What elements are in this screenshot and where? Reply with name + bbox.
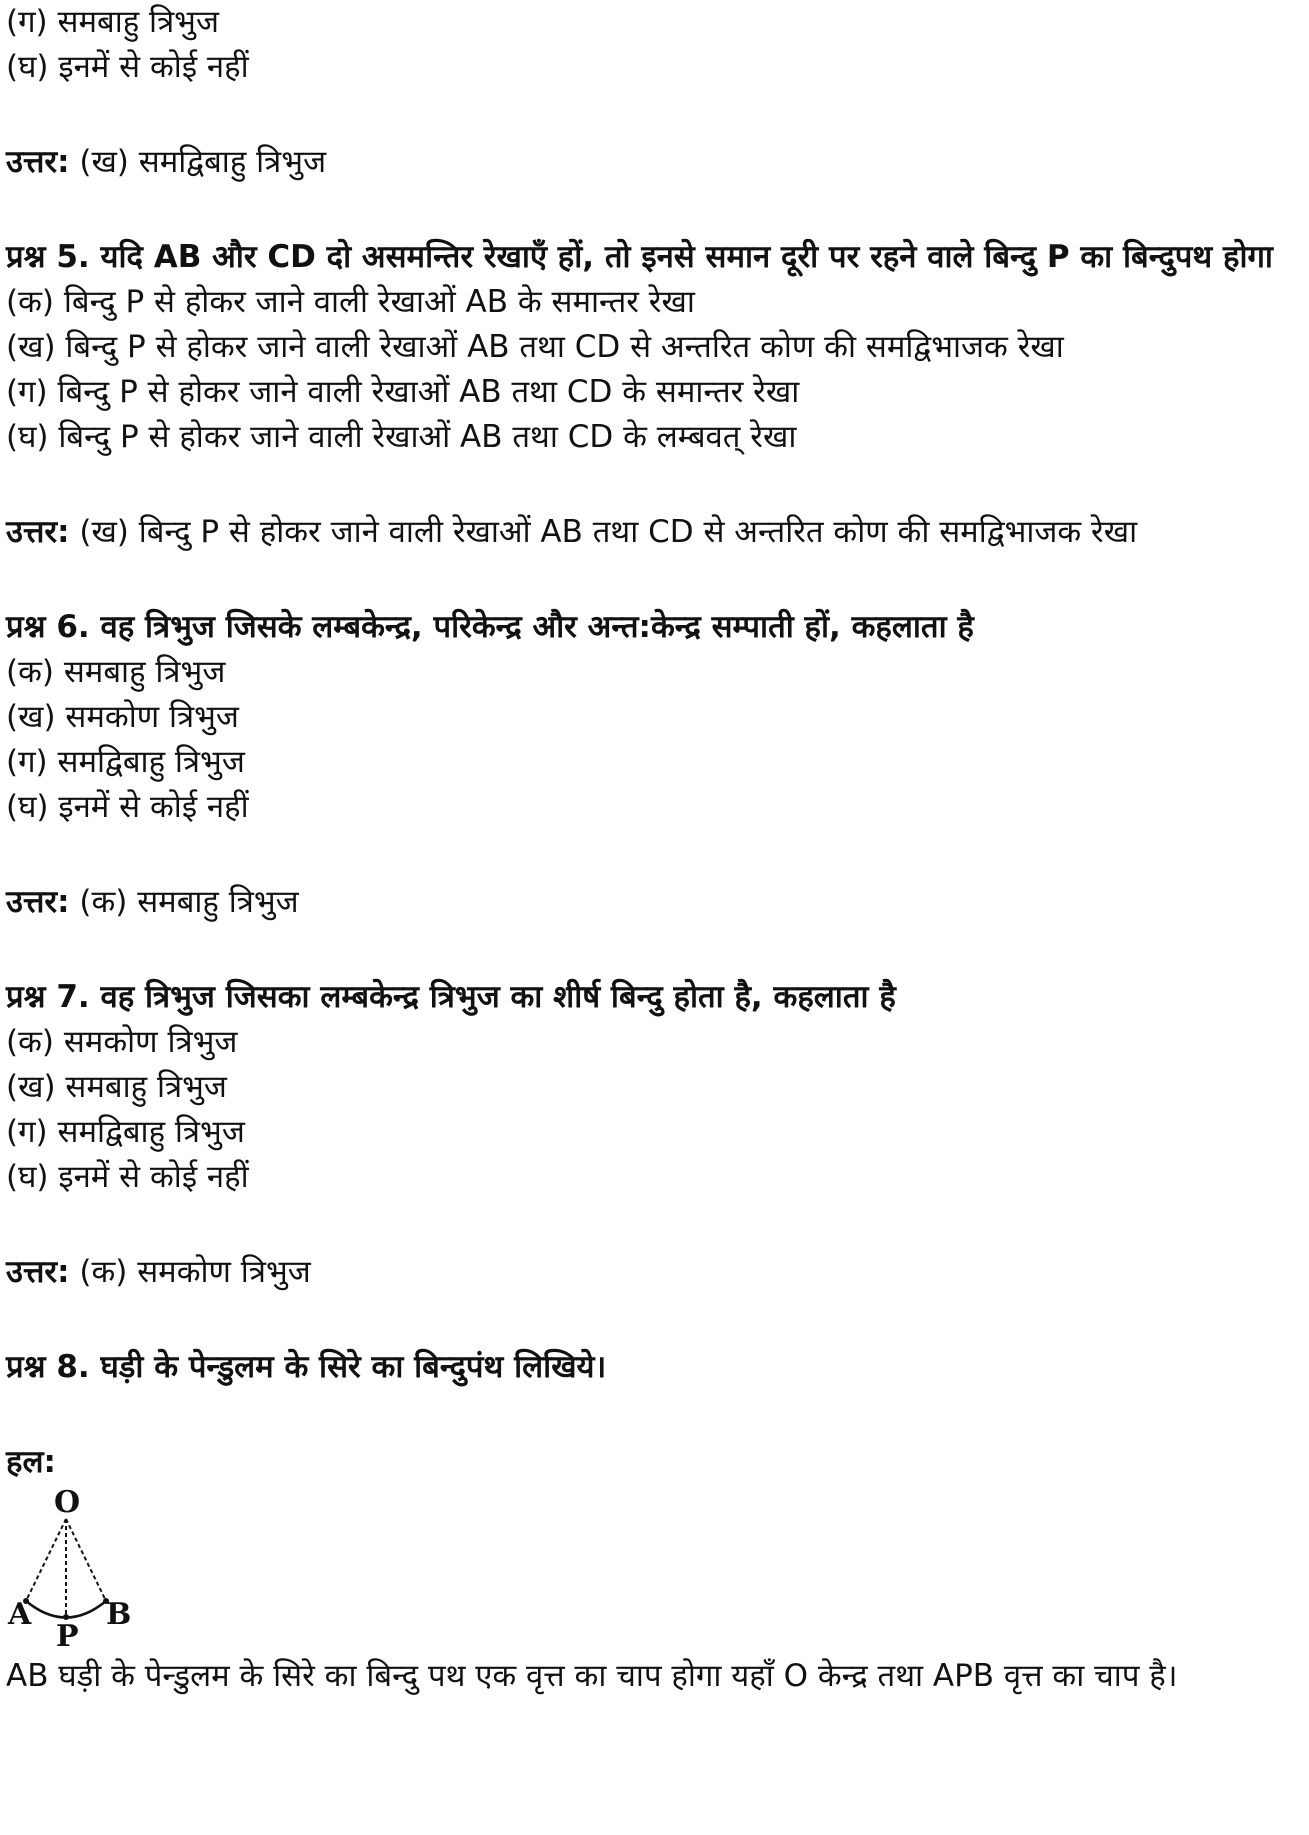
answer-label: उत्तर: [6,1254,70,1290]
q4-option-c: (ग) समबाहु त्रिभुज [6,4,219,40]
q8-question: प्रश्न 8. घड़ी के पेन्डुलम के सिरे का बिन्दुपंथ लिखिये। [6,1349,607,1385]
q6-option-d: (घ) इनमें से कोई नहीं [6,789,249,825]
q8-solution-label: हल: [6,1444,56,1480]
answer-label: उत्तर: [6,144,70,180]
label-p: P [56,1619,79,1654]
answer-text: (ख) बिन्दु P से होकर जाने वाली रेखाओं AB तथा CD से अन्तरित कोण की समद्विभाजक रेखा [69,514,1138,550]
answer-text: (क) समबाहु त्रिभुज [69,884,299,920]
q7-answer [6,1250,1306,1295]
q5-option-b: (ख) बिन्दु P से होकर जाने वाली रेखाओं AB तथा CD से अन्तरित कोण की समद्विभाजक रेखा [6,329,1064,365]
q7-option-b: (ख) समबाहु त्रिभुज [6,1069,227,1105]
q6-question: प्रश्न 6. वह त्रिभुज जिसके लम्बकेन्द्र, परिकेन्द्र और अन्त:केन्द्र सम्पाती हों, कहलाता है [6,609,974,645]
answer-text: (क) समकोण त्रिभुज [69,1254,311,1290]
q6-option-c: (ग) समद्विबाहु त्रिभुज [6,744,245,780]
label-b: B [106,1597,132,1632]
q7-option-d: (घ) इनमें से कोई नहीं [6,1159,249,1195]
q5-option-c: (ग) बिन्दु P से होकर जाने वाली रेखाओं AB तथा CD के समान्तर रेखा [6,374,800,410]
q6-option-a: (क) समबाहु त्रिभुज [6,654,226,690]
q4-answer [6,140,1306,185]
q7-option-a: (क) समकोण त्रिभुज [6,1024,238,1060]
answer-text: (ख) समद्विबाहु त्रिभुज [69,144,327,180]
q8-solution-text: AB घड़ी के पेन्डुलम के सिरे का बिन्दु पथ एक वृत्त का चाप होगा यहाँ O केन्द्र तथा APB वृत्त का चाप है। [6,1658,1178,1694]
q5-answer [6,510,1306,555]
q6-option-b: (ख) समकोण त्रिभुज [6,699,239,735]
pendulum-left-string [26,1519,66,1601]
q7-question: प्रश्न 7. वह त्रिभुज जिसका लम्बकेन्द्र त्रिभुज का शीर्ष बिन्दु होता है, कहलाता है [6,979,896,1015]
q5-question: प्रश्न 5. यदि AB और CD दो असमन्तिर रेखाएँ हों, तो इनसे समान दूरी पर रहने वाले बिन्दु P का बिन्दुपथ होगा [6,239,1273,275]
q5-option-a: (क) बिन्दु P से होकर जाने वाली रेखाओं AB के समान्तर रेखा [6,284,695,320]
answer-label: उत्तर: [6,514,70,550]
q4-option-d: (घ) इनमें से कोई नहीं [6,49,249,85]
label-o: O [54,1485,81,1520]
document-page [6,0,1306,1699]
label-a: A [8,1597,32,1632]
pendulum-figure [6,1485,136,1654]
q5-option-d: (घ) बिन्दु P से होकर जाने वाली रेखाओं AB तथा CD के लम्बवत् रेखा [6,419,797,455]
q6-answer [6,880,1306,925]
answer-label: उत्तर: [6,884,70,920]
pendulum-right-string [66,1519,106,1601]
q7-option-c: (ग) समद्विबाहु त्रिभुज [6,1114,245,1150]
